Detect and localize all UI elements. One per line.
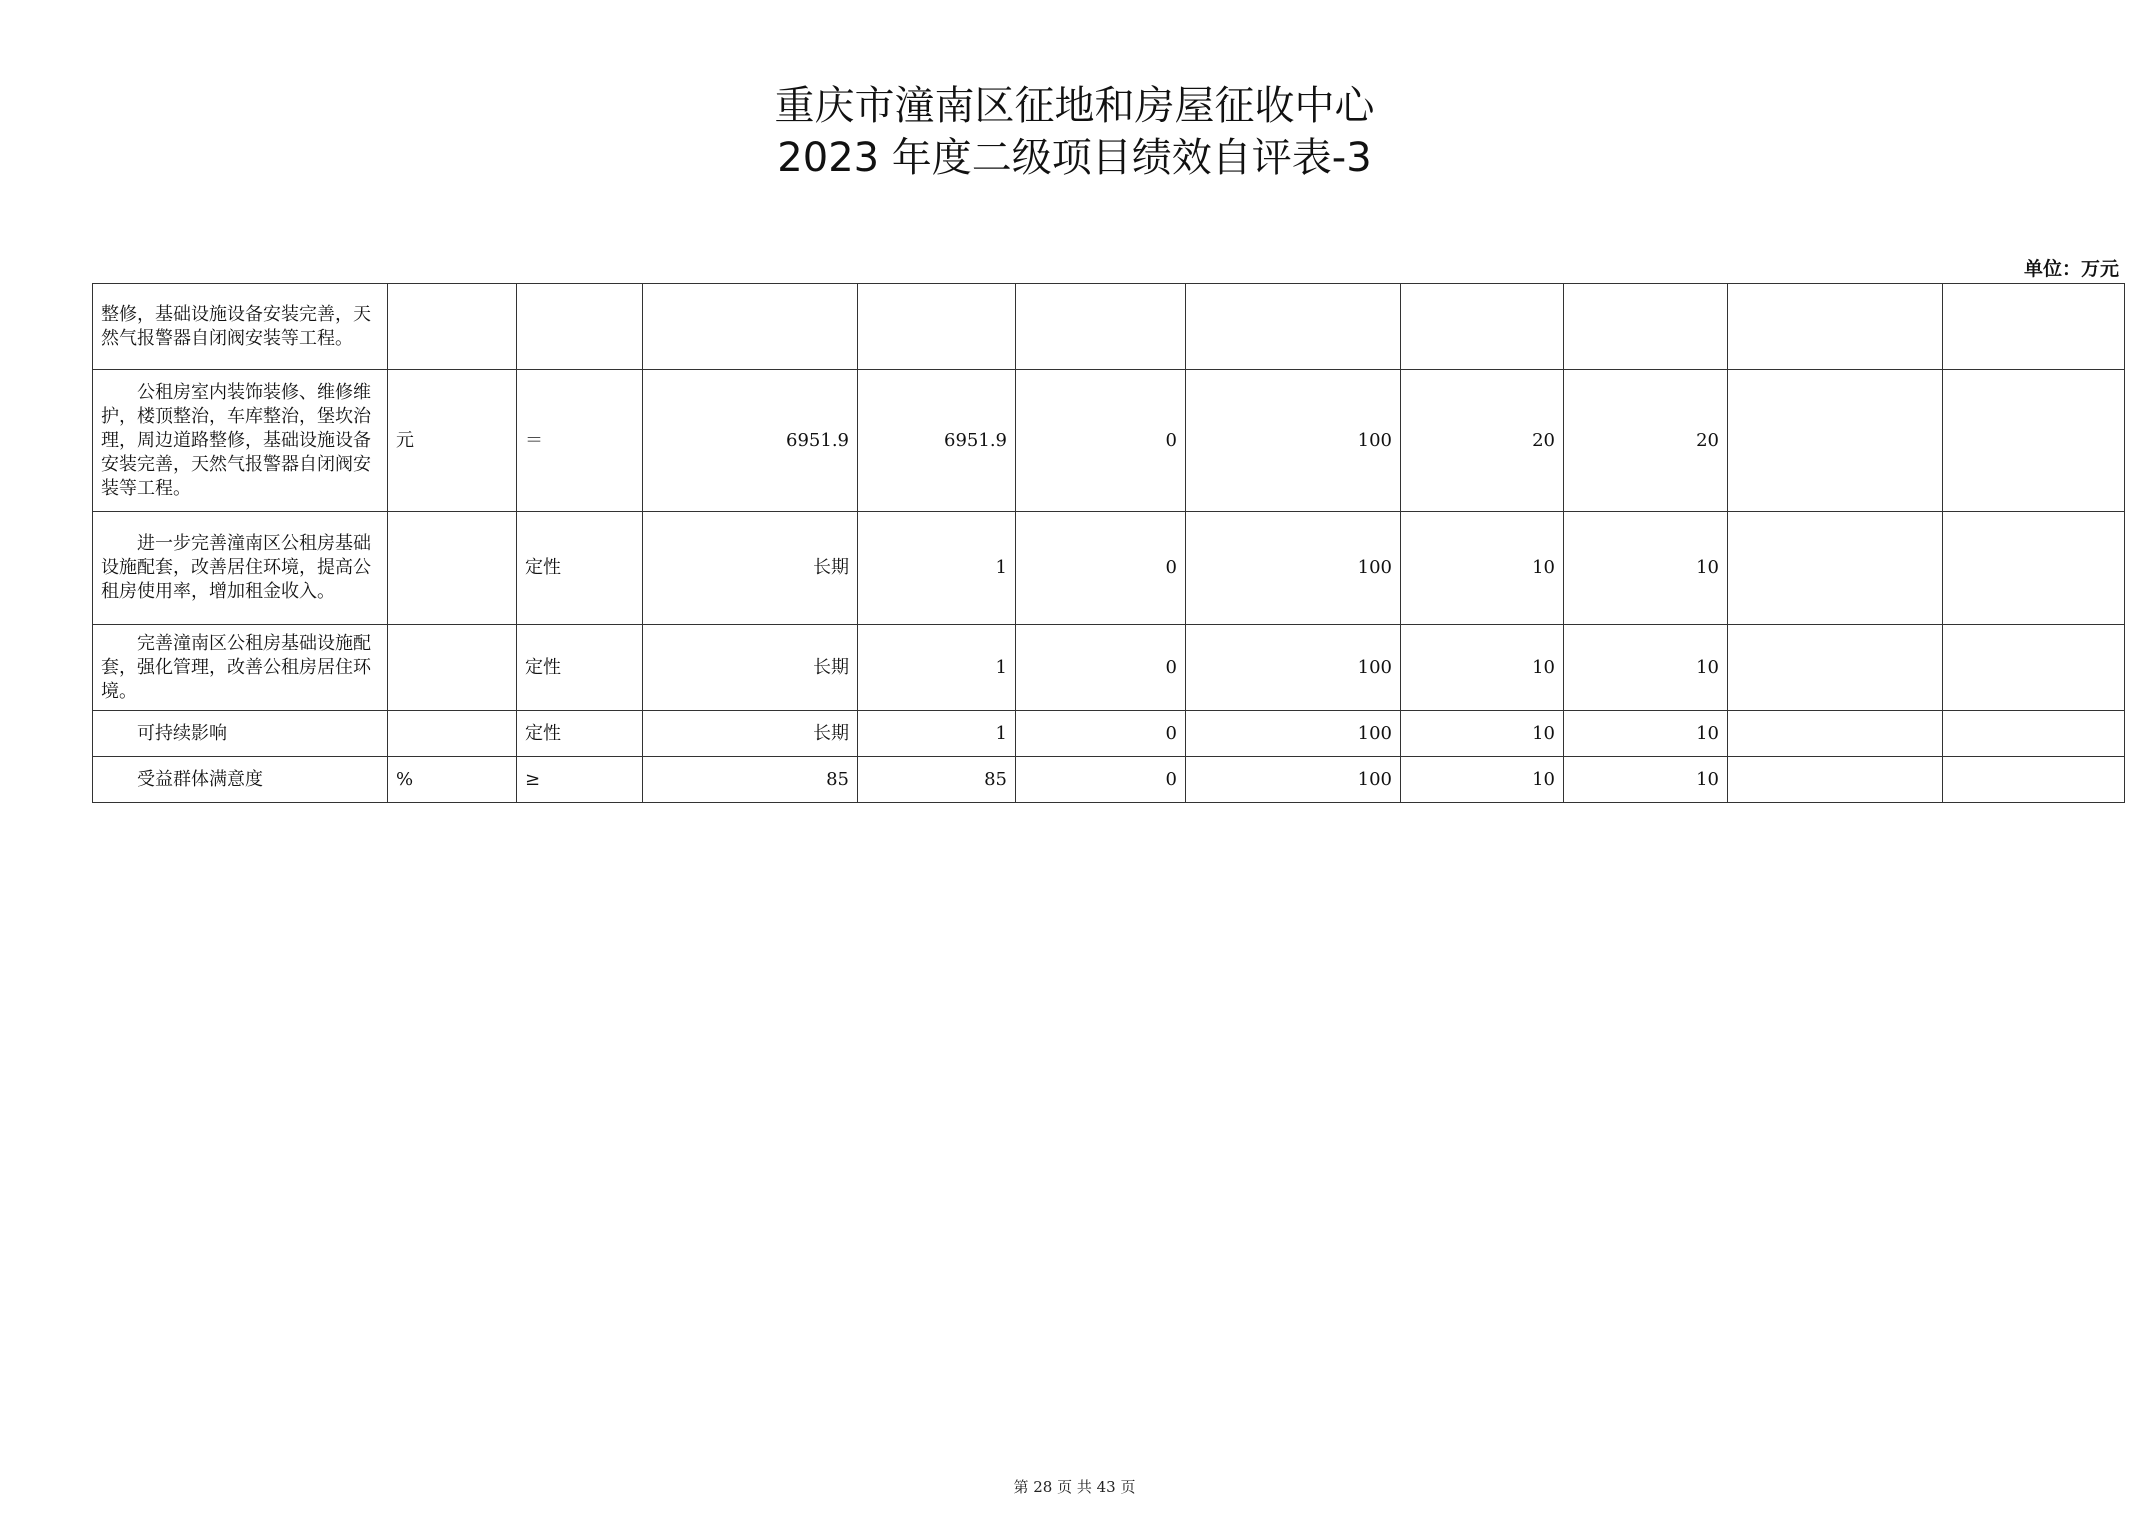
completion-rate-cell: 100 bbox=[1186, 625, 1401, 711]
blank-cell bbox=[1728, 711, 1943, 757]
table-row bbox=[93, 711, 2125, 757]
table-row bbox=[93, 625, 2125, 711]
blank-cell bbox=[1728, 625, 1943, 711]
blank-cell bbox=[1728, 284, 1943, 370]
symbol-cell: 定性 bbox=[517, 512, 643, 625]
actual-value-cell: 6951.9 bbox=[858, 370, 1016, 512]
score-cell: 20 bbox=[1564, 370, 1728, 512]
actual-value-cell: 1 bbox=[858, 625, 1016, 711]
actual-value-cell: 1 bbox=[858, 711, 1016, 757]
symbol-cell: 定性 bbox=[517, 625, 643, 711]
unit-cell: 元 bbox=[388, 370, 517, 512]
score-cell bbox=[1564, 284, 1728, 370]
score-cell: 10 bbox=[1564, 711, 1728, 757]
blank-cell bbox=[1943, 711, 2125, 757]
weight-cell: 10 bbox=[1401, 711, 1564, 757]
target-value-cell: 85 bbox=[643, 757, 858, 803]
page-number: 第 28 页 共 43 页 bbox=[1013, 1478, 1136, 1496]
completion-rate-cell: 100 bbox=[1186, 370, 1401, 512]
weight-cell: 10 bbox=[1401, 625, 1564, 711]
indicator-description: 进一步完善潼南区公租房基础设施配套，改善居住环境，提高公租房使用率，增加租金收入。 bbox=[93, 512, 388, 625]
weight-cell: 20 bbox=[1401, 370, 1564, 512]
page-title-line-2: 2023 年度二级项目绩效自评表-3 bbox=[777, 135, 1372, 181]
completion-rate-cell bbox=[1186, 284, 1401, 370]
completion-rate-cell: 100 bbox=[1186, 512, 1401, 625]
score-cell: 10 bbox=[1564, 512, 1728, 625]
deviation-cell: 0 bbox=[1016, 711, 1186, 757]
symbol-cell bbox=[517, 284, 643, 370]
table-row bbox=[93, 512, 2125, 625]
actual-value-cell: 85 bbox=[858, 757, 1016, 803]
unit-cell bbox=[388, 512, 517, 625]
deviation-cell: 0 bbox=[1016, 757, 1186, 803]
target-value-cell: 6951.9 bbox=[643, 370, 858, 512]
symbol-cell: 定性 bbox=[517, 711, 643, 757]
completion-rate-cell: 100 bbox=[1186, 757, 1401, 803]
target-value-cell: 长期 bbox=[643, 711, 858, 757]
deviation-cell bbox=[1016, 284, 1186, 370]
unit-cell bbox=[388, 625, 517, 711]
symbol-cell: ≥ bbox=[517, 757, 643, 803]
indicator-description: 受益群体满意度 bbox=[93, 757, 388, 803]
deviation-cell: 0 bbox=[1016, 512, 1186, 625]
blank-cell bbox=[1943, 512, 2125, 625]
blank-cell bbox=[1943, 757, 2125, 803]
page-title-line-1: 重庆市潼南区征地和房屋征收中心 bbox=[774, 83, 1375, 129]
score-cell: 10 bbox=[1564, 757, 1728, 803]
blank-cell bbox=[1728, 512, 1943, 625]
blank-cell bbox=[1943, 284, 2125, 370]
blank-cell bbox=[1943, 625, 2125, 711]
performance-table bbox=[92, 283, 2125, 803]
table-row bbox=[93, 370, 2125, 512]
table-row bbox=[93, 757, 2125, 803]
actual-value-cell: 1 bbox=[858, 512, 1016, 625]
unit-cell bbox=[388, 284, 517, 370]
table-row bbox=[93, 284, 2125, 370]
indicator-description: 整修，基础设施设备安装完善，天然气报警器自闭阀安装等工程。 bbox=[93, 284, 388, 370]
indicator-description: 可持续影响 bbox=[93, 711, 388, 757]
target-value-cell: 长期 bbox=[643, 512, 858, 625]
score-cell: 10 bbox=[1564, 625, 1728, 711]
unit-cell bbox=[388, 711, 517, 757]
unit-label: 单位：万元 bbox=[2023, 258, 2119, 280]
completion-rate-cell: 100 bbox=[1186, 711, 1401, 757]
target-value-cell bbox=[643, 284, 858, 370]
weight-cell: 10 bbox=[1401, 512, 1564, 625]
indicator-description: 完善潼南区公租房基础设施配套，强化管理，改善公租房居住环境。 bbox=[93, 625, 388, 711]
unit-cell: % bbox=[388, 757, 517, 803]
symbol-cell: ＝ bbox=[517, 370, 643, 512]
weight-cell bbox=[1401, 284, 1564, 370]
deviation-cell: 0 bbox=[1016, 625, 1186, 711]
actual-value-cell bbox=[858, 284, 1016, 370]
blank-cell bbox=[1728, 757, 1943, 803]
blank-cell bbox=[1943, 370, 2125, 512]
indicator-description: 公租房室内装饰装修、维修维护，楼顶整治，车库整治，堡坎治理，周边道路整修，基础设施设备安装完善，天然气报警器自闭阀安装等工程。 bbox=[93, 370, 388, 512]
target-value-cell: 长期 bbox=[643, 625, 858, 711]
weight-cell: 10 bbox=[1401, 757, 1564, 803]
deviation-cell: 0 bbox=[1016, 370, 1186, 512]
blank-cell bbox=[1728, 370, 1943, 512]
